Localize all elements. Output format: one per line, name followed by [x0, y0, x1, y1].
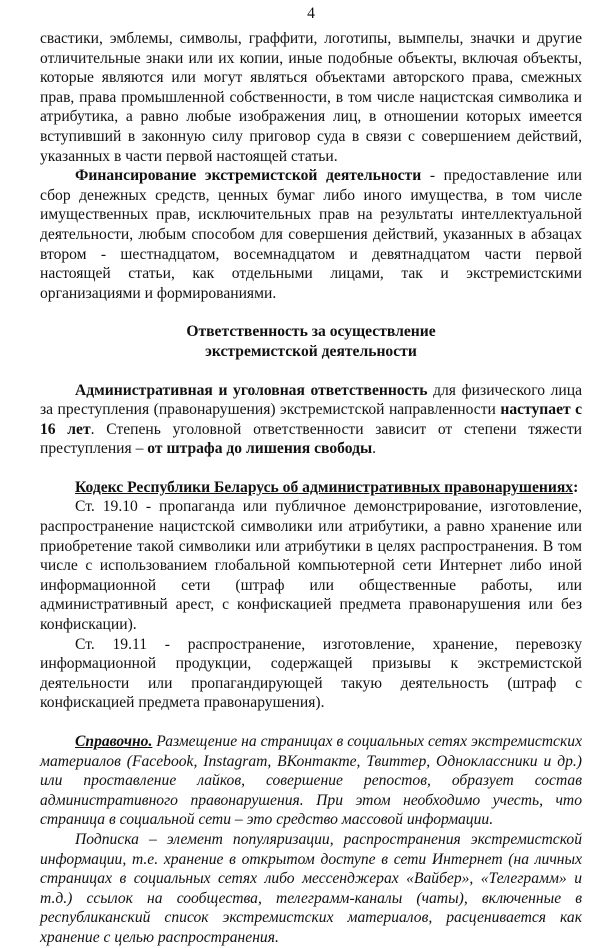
reference-label: Справочно. — [75, 733, 153, 750]
code-title-text: Кодекс Республики Беларусь об административных правонарушениях — [75, 478, 574, 496]
term-financing: Финансирование экстремистской деятельности — [75, 167, 422, 185]
code-title — [40, 478, 582, 498]
liability-age: наступает с 16 лет — [40, 401, 582, 438]
liability-penalty: от штрафа до лишения свободы — [147, 440, 373, 458]
subscription-note: Подписка – элемент популяризации, распространения экстремистской информации, т.е. хранение в открытом доступе в сети Интернет (на личных страницах в социальных сетях либо мессенджерах «Вайбер», «Телеграмм» и т.д.) ссылок на сообщества, телеграмм-каналы (чаты), включенные в республиканский список экстремистских материалов, расценивается как хранение с целью распространения. — [40, 830, 582, 946]
reference-note — [40, 732, 582, 830]
liability-text-3: . — [372, 440, 377, 458]
article-19-10: Ст. 19.10 - пропаганда или публичное демонстрирование, изготовление, распространение нацистской символики или атрибутики, а равно хранение или приобретение такой символики или атрибутики в целях распространения. В том числе с использованием глобальной компьютерной сети Интернет либо иной информационной сети (штраф или общественные работы, или административный арест, с конфискацией предмета правонарушения или без конфискации). — [40, 498, 582, 634]
paragraph-symbols: свастики, эмблемы, символы, граффити, логотипы, вымпелы, значки и другие отличительные знаки или их копии, иные подобные объекты, включая объекты, которые являются или могут являться объектами авторского права, смежных прав, права промышленной собственности, в том числе нацистская символика и атрибутика, а равно любые изображения лиц, в отношении которых имеется вступивший в законную силу приговор суда в связи с совершением действий, указанных в части первой настоящей статьи. — [40, 30, 582, 165]
page-number: 4 — [307, 5, 315, 22]
liability-text-2: . Степень уголовной ответственности зависит от степени тяжести преступления – — [40, 420, 582, 458]
term-liability: Административная и уголовная ответственность — [75, 381, 428, 399]
reference-text: Размещение на страницах в социальных сетях экстремистских материалов (Facebook, Instagram, ВКонтакте, Твиттер, Одноклассники и др.) или проставление лайков, совершение репостов, образует состав административного правонарушения. При этом необходимо учесть, что страница в социальной сети – это средство массовой информации. — [40, 733, 582, 829]
section-heading — [40, 322, 582, 361]
code-title-colon: : — [573, 478, 579, 496]
paragraph-financing — [40, 166, 582, 303]
financing-text: - предоставление или сбор денежных средств, ценных бумаг либо иного имущества, в том числе имущественных прав, исключительных прав на результаты интеллектуальной деятельности, любым способом для совершения действий, указанных в абзацах втором - шестнадцатом, восемнадцатом и девятнадцатом части первой настоящей статьи, как отдельными лицами, так и экстремистскими организациями и формированиями. — [40, 167, 583, 302]
article-19-11: Ст. 19.11 - распространение, изготовление, хранение, перевозку информационной продукции, содержащей призывы к экстремистской деятельности или пропагандирующей такую деятельность (штраф с конфискацией предмета правонарушения). — [40, 635, 582, 712]
liability-text-1: для физического лица за преступления (правонарушения) экстремистской направленности — [40, 381, 582, 419]
paragraph-liability — [40, 381, 582, 459]
heading-line-1: Ответственность за осуществление — [186, 323, 436, 341]
heading-line-2: экстремистской деятельности — [205, 342, 417, 360]
